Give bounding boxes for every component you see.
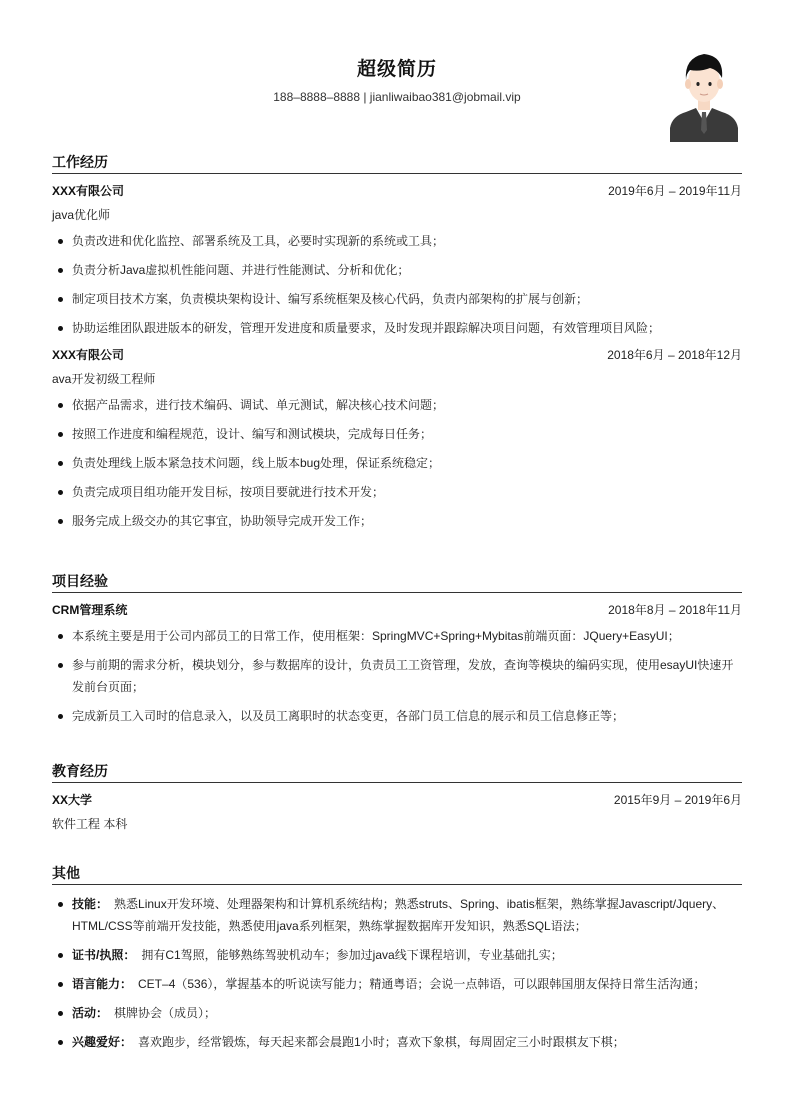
work-entry-2-role: ava开发初级工程师 xyxy=(52,372,156,386)
other-section-title: 其他 xyxy=(52,861,742,885)
work-entry-1-date: 2019年6月 – 2019年11月 xyxy=(608,184,742,198)
work-entry-1-company: XXX有限公司 xyxy=(52,184,125,198)
list-item: 负责分析Java虚拟机性能问题、并进行性能测试、分析和优化； xyxy=(52,259,742,281)
contact-info: 188–8888–8888 | jianliwaibao381@jobmail.vip xyxy=(273,90,521,104)
list-item: 负责完成项目组功能开发目标，按项目要就进行技术开发； xyxy=(52,481,742,503)
skills-text: 熟悉Linux开发环境、处理器架构和计算机系统结构；熟悉struts、Spring、ibatis框架，熟练掌握Javascript/Jquery、HTML/CSS等前端开发技能，熟悉使用java系列框架，熟练掌握数据库开发知识，熟悉SQL语法； xyxy=(72,897,725,933)
work-entry-2-company: XXX有限公司 xyxy=(52,348,125,362)
other-section xyxy=(52,861,742,1060)
list-item: 负责改进和优化监控、部署系统及工具，必要时实现新的系统或工具； xyxy=(52,230,742,252)
list-item: 依据产品需求，进行技术编码、调试、单元测试，解决核心技术问题； xyxy=(52,394,742,416)
resume-name: 超级简历 xyxy=(356,59,437,80)
work-entry-2-head xyxy=(52,346,742,364)
list-item-skills xyxy=(52,893,742,937)
list-item: 参与前期的需求分析，模块划分，参与数据库的设计，负责员工工资管理，发放，查询等模块的编码实现，使用esayUI快速开发前台页面； xyxy=(52,654,742,698)
list-item: 按照工作进度和编程规范，设计、编写和测试模块，完成每日任务； xyxy=(52,423,742,445)
education-section xyxy=(52,759,742,833)
work-entry-2-list xyxy=(52,394,742,532)
hobbies-label: 兴趣爱好： xyxy=(72,1035,133,1049)
list-item-languages xyxy=(52,973,742,995)
languages-label: 语言能力： xyxy=(72,977,133,991)
list-item: 本系统主要是用于公司内部员工的日常工作，使用框架：SpringMVC+Spring+Mybitas前端页面：JQuery+EasyUI； xyxy=(52,625,742,647)
work-entry-1-head xyxy=(52,182,742,200)
certificates-text: 拥有C1驾照，能够熟练驾驶机动车；参加过java线下课程培训，专业基础扎实； xyxy=(141,948,563,962)
other-list xyxy=(52,893,742,1053)
list-item-activities xyxy=(52,1002,742,1024)
education-major: 软件工程 本科 xyxy=(52,817,128,831)
list-item: 制定项目技术方案，负责模块架构设计、编写系统框架及核心代码，负责内部架构的扩展与创新； xyxy=(52,288,742,310)
list-item: 协助运维团队跟进版本的研发，管理开发进度和质量要求，及时发现并跟踪解决项目问题，有效管理项目风险； xyxy=(52,317,742,339)
list-item: 服务完成上级交办的其它事宜，协助领导完成开发工作； xyxy=(52,510,742,532)
list-item-certificates xyxy=(52,944,742,966)
project-entry-1-head xyxy=(52,601,742,619)
education-school: XX大学 xyxy=(52,793,93,807)
avatar xyxy=(670,50,738,142)
resume-page xyxy=(52,0,742,1049)
certificates-label: 证书/执照： xyxy=(72,948,136,962)
work-entry-1-role: java优化师 xyxy=(52,208,111,222)
education-entry-head xyxy=(52,791,742,809)
list-item-hobbies xyxy=(52,1031,742,1053)
resume-header xyxy=(52,0,742,150)
hobbies-text: 喜欢跑步，经常锻炼，每天起来都会晨跑1小时；喜欢下象棋，每周固定三小时跟棋友下棋； xyxy=(138,1035,625,1049)
education-section-title: 教育经历 xyxy=(52,759,742,783)
list-item: 完成新员工入司时的信息录入，以及员工离职时的状态变更，各部门员工信息的展示和员工信息修正等； xyxy=(52,705,742,727)
work-entry-2-date: 2018年6月 – 2018年12月 xyxy=(607,348,742,362)
project-entry-1-name: CRM管理系统 xyxy=(52,603,128,617)
project-entry-1-list xyxy=(52,625,742,727)
list-item: 负责处理线上版本紧急技术问题，线上版本bug处理，保证系统稳定； xyxy=(52,452,742,474)
languages-text: CET–4（536），掌握基本的听说读写能力；精通粤语；会说一点韩语，可以跟韩国朋友保持日常生活沟通； xyxy=(138,977,706,991)
activities-label: 活动： xyxy=(72,1006,109,1020)
education-date: 2015年9月 – 2019年6月 xyxy=(613,793,742,807)
work-section xyxy=(52,150,742,539)
work-entry-1-list xyxy=(52,230,742,339)
skills-label: 技能： xyxy=(72,897,109,911)
activities-text: 棋牌协会（成员）； xyxy=(114,1006,217,1020)
project-section xyxy=(52,569,742,734)
work-section-title: 工作经历 xyxy=(52,150,742,174)
project-section-title: 项目经验 xyxy=(52,569,742,593)
project-entry-1-date: 2018年8月 – 2018年11月 xyxy=(608,603,742,617)
